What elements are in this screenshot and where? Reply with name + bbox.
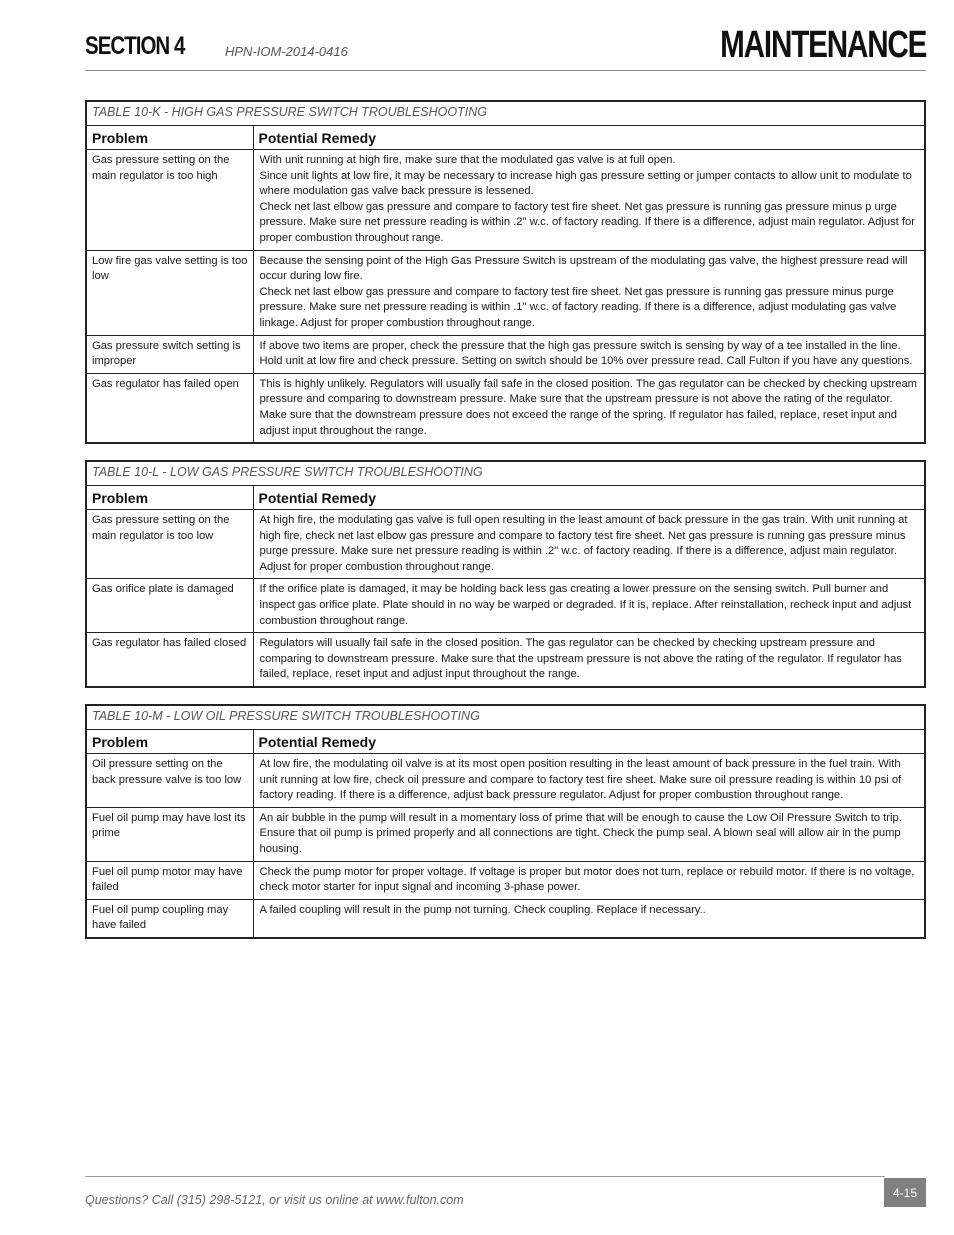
remedy-paragraph: Check the pump motor for proper voltage. If voltage is proper but motor does not turn, replace or rebuild motor. If there is no voltage, check motor starter for input signal and incoming 3-phase power. xyxy=(259,865,915,894)
problem-cell: Fuel oil pump motor may have failed xyxy=(86,861,253,899)
remedy-paragraph: With unit running at high fire, make sure that the modulated gas valve is at full open. xyxy=(259,154,676,166)
table-row xyxy=(86,861,925,899)
problem-cell: Low fire gas valve setting is too low xyxy=(86,250,253,335)
remedy-cell xyxy=(253,754,925,808)
table-row xyxy=(86,633,925,687)
remedy-paragraph: At low fire, the modulating oil valve is at its most open position resulting in the least amount of back pressure in the fuel train. With unit running at low fire, check oil pressure and compare to factory test fire sheet. Make sure oil pressure reading is within 10 psi of factory reading. If there is a difference, adjust back pressure regulator. Adjust for proper combustion throughout range. xyxy=(259,758,902,802)
footer-divider xyxy=(85,1176,885,1177)
table-row xyxy=(86,373,925,443)
table-row xyxy=(86,899,925,938)
remedy-cell xyxy=(253,250,925,335)
table-row xyxy=(86,150,925,251)
table-row xyxy=(86,335,925,373)
table-low-oil-pressure-switch xyxy=(85,704,926,939)
chapter-title: MAINTENANCE xyxy=(719,24,926,66)
table-row xyxy=(86,579,925,633)
remedy-cell xyxy=(253,579,925,633)
remedy-cell xyxy=(253,861,925,899)
table-caption: TABLE 10-L - LOW GAS PRESSURE SWITCH TROUBLESHOOTING xyxy=(86,461,925,486)
column-header-remedy: Potential Remedy xyxy=(253,486,925,510)
problem-cell: Gas pressure setting on the main regulator is too low xyxy=(86,510,253,579)
problem-cell: Oil pressure setting on the back pressure valve is too low xyxy=(86,754,253,808)
page-number: 4-15 xyxy=(884,1178,926,1207)
remedy-paragraph: Check net last elbow gas pressure and compare to factory test fire sheet. Net gas pressure is running gas pressure minus p urge pressure. Make sure net pressure reading is within .2" w.c. of factory reading. If there is a difference, adjust main regulator. Adjust for proper combustion throughout range. xyxy=(259,200,915,244)
table-high-gas-pressure-switch xyxy=(85,100,926,444)
problem-cell: Fuel oil pump coupling may have failed xyxy=(86,899,253,938)
remedy-paragraph: If above two items are proper, check the pressure that the high gas pressure switch is sensing by way of a tee installed in the line. Hold unit at low fire and check pressure. Setting on switch should be 10% over pressure read. Call Fulton if you have any questions. xyxy=(259,339,913,368)
column-header-problem: Problem xyxy=(86,730,253,754)
column-header-remedy: Potential Remedy xyxy=(253,126,925,150)
table-row xyxy=(86,510,925,579)
remedy-cell xyxy=(253,633,925,687)
section-title: SECTION 4 xyxy=(85,32,185,60)
remedy-cell xyxy=(253,510,925,579)
problem-cell: Fuel oil pump may have lost its prime xyxy=(86,807,253,861)
table-row xyxy=(86,807,925,861)
document-id: HPN-IOM-2014-0416 xyxy=(225,44,348,59)
problem-cell: Gas regulator has failed closed xyxy=(86,633,253,687)
footer-contact: Questions? Call (315) 298-5121, or visit us online at www.fulton.com xyxy=(85,1193,464,1207)
table-low-gas-pressure-switch xyxy=(85,460,926,688)
remedy-paragraph: Since unit lights at low fire, it may be necessary to increase high gas pressure setting or jumper contacts to allow unit to modulate to where modulation gas valve back pressure is lessened. xyxy=(259,169,912,198)
column-header-remedy: Potential Remedy xyxy=(253,730,925,754)
remedy-cell xyxy=(253,335,925,373)
remedy-paragraph: This is highly unlikely. Regulators will usually fail safe in the closed position. The gas regulator can be checked by checking upstream pressure and comparing to downstream pressure. Make sure that the upstream pressure is not above the rating of the regulator. Make sure that the downstream pressure does not exceed the range of the spring. If regulator has failed, replace, reset input and adjust input throughout the range. xyxy=(259,377,918,437)
remedy-paragraph: Regulators will usually fail safe in the closed position. The gas regulator can be checked by checking upstream pressure and comparing to downstream pressure. Make sure that the upstream pressure is not above the rating of the regulator. If regulator has failed, replace, reset input and adjust input throughout the range. xyxy=(259,637,902,681)
remedy-cell xyxy=(253,807,925,861)
page-header xyxy=(85,26,926,71)
column-header-problem: Problem xyxy=(86,126,253,150)
remedy-cell xyxy=(253,150,925,251)
problem-cell: Gas pressure setting on the main regulator is too high xyxy=(86,150,253,251)
problem-cell: Gas pressure switch setting is improper xyxy=(86,335,253,373)
remedy-paragraph: Check net last elbow gas pressure and compare to factory test fire sheet. Net gas pressure is running gas pressure minus purge pressure. Make sure net pressure reading is within .1" w.c. of factory reading. If there is a difference, adjust modulating gas valve linkage. Adjust for proper combustion throughout range. xyxy=(259,285,897,329)
table-row xyxy=(86,250,925,335)
remedy-cell xyxy=(253,373,925,443)
table-caption: TABLE 10-K - HIGH GAS PRESSURE SWITCH TROUBLESHOOTING xyxy=(86,101,925,126)
remedy-paragraph: At high fire, the modulating gas valve is full open resulting in the least amount of back pressure in the gas train. With unit running at high fire, check net last elbow gas pressure and compare to factory test fire sheet. Net gas pressure is running gas pressure minus purge pressure. Make sure net pressure reading is within .2" w.c. of factory reading. If there is a difference, adjust main regulator. Adjust for proper combustion throughout range. xyxy=(259,514,908,573)
remedy-paragraph: Because the sensing point of the High Gas Pressure Switch is upstream of the modulating gas valve, the highest pressure read will occur during low fire. xyxy=(259,254,908,283)
remedy-paragraph: An air bubble in the pump will result in a momentary loss of prime that will be enough to cause the Low Oil Pressure Switch to trip. Ensure that oil pump is primed properly and all connections are tight. Check the pump seal. A blown seal will allow air in the pump housing. xyxy=(259,811,902,855)
problem-cell: Gas regulator has failed open xyxy=(86,373,253,443)
column-header-problem: Problem xyxy=(86,486,253,510)
remedy-cell xyxy=(253,899,925,938)
remedy-paragraph: If the orifice plate is damaged, it may be holding back less gas creating a lower pressure on the sensing switch. Pull burner and inspect gas orifice plate. Plate should in no way be warped or degraded. If it is, replace. After reinstallation, recheck input and adjust combustion throughout range. xyxy=(259,583,912,627)
table-row xyxy=(86,754,925,808)
problem-cell: Gas orifice plate is damaged xyxy=(86,579,253,633)
remedy-paragraph: A failed coupling will result in the pump not turning. Check coupling. Replace if necessary.. xyxy=(259,903,706,916)
table-caption: TABLE 10-M - LOW OIL PRESSURE SWITCH TROUBLESHOOTING xyxy=(86,705,925,730)
